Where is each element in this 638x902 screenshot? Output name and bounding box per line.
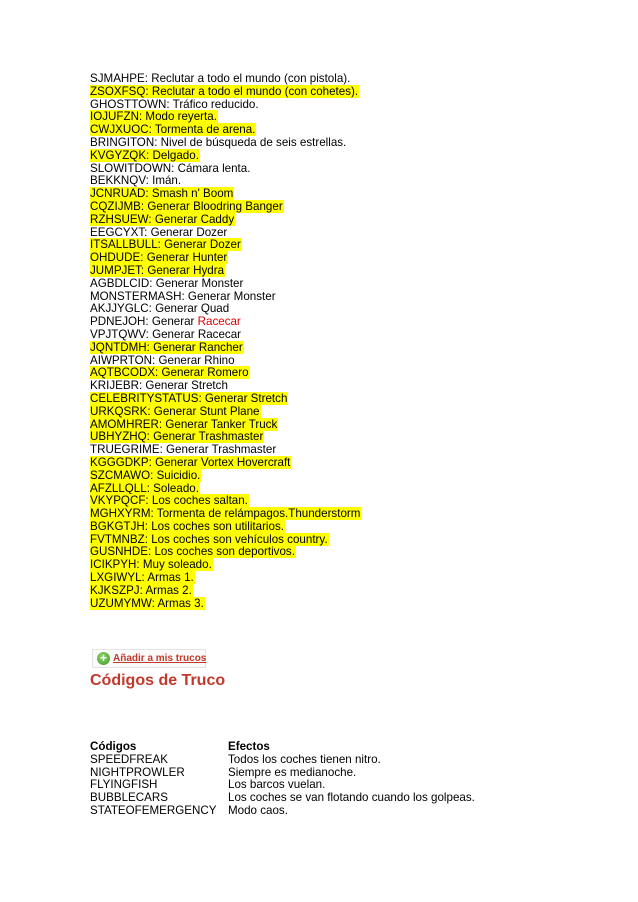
cheat-effect: Soleado. bbox=[153, 481, 199, 495]
cheat-code: CWJXUOC: bbox=[90, 123, 152, 137]
cheat-code: BEKKNQV: bbox=[90, 174, 149, 188]
cheat-code: IOJUFZN: bbox=[90, 110, 143, 124]
cheat-code: SJMAHPE: bbox=[90, 72, 148, 85]
cheat-code: LXGIWYL: bbox=[90, 571, 145, 585]
cheat-code: KJKSZPJ: bbox=[90, 583, 143, 597]
cheat-code: FVTMNBZ: bbox=[90, 532, 148, 546]
cheat-text bbox=[90, 149, 200, 162]
cheat-effect: Armas 2. bbox=[145, 583, 192, 597]
cheat-code: BGKGTJH: bbox=[90, 519, 148, 533]
plus-circle-icon: + bbox=[97, 652, 110, 665]
cheat-effect: Suicidio. bbox=[156, 468, 201, 482]
cheat-effect: Generar Monster bbox=[187, 289, 276, 303]
header-effects: Efectos bbox=[228, 740, 270, 753]
effect-cell: Modo caos. bbox=[228, 803, 288, 817]
cheat-text bbox=[90, 226, 228, 239]
cheat-effect: Generar Rhino bbox=[158, 353, 235, 367]
cheat-code: PDNEJOH: bbox=[90, 315, 149, 329]
cheat-text bbox=[90, 264, 225, 277]
cheat-code: CQZIJMB: bbox=[90, 199, 145, 213]
cheat-text bbox=[90, 213, 235, 226]
cheat-text bbox=[90, 533, 329, 546]
cheat-text bbox=[90, 558, 213, 571]
cheat-effect: Generar Stunt Plane bbox=[153, 404, 260, 418]
cheat-code: URKQSRK: bbox=[90, 404, 151, 418]
cheat-text bbox=[90, 315, 242, 328]
cheat-effect: Generar Bloodring Banger bbox=[147, 199, 283, 213]
cheat-code: AIWPRTON: bbox=[90, 353, 156, 367]
cheat-code: VPJTQWV: bbox=[90, 327, 149, 341]
cheat-effect: Tráfico reducido. bbox=[172, 97, 259, 111]
cheat-text bbox=[90, 545, 296, 558]
code-cell: BUBBLECARS bbox=[90, 791, 168, 805]
cheat-text bbox=[90, 571, 195, 584]
cheat-code: RZHSUEW: bbox=[90, 212, 152, 226]
cheat-text bbox=[90, 110, 218, 123]
cheat-effect: Muy soleado. bbox=[142, 558, 212, 572]
cheat-text bbox=[90, 507, 361, 520]
cheat-line bbox=[90, 598, 590, 611]
cheat-code: MONSTERMASH: bbox=[90, 289, 185, 303]
cheat-text bbox=[90, 392, 288, 405]
code-cell: STATEOFEMERGENCY bbox=[90, 803, 217, 817]
cheat-effect: Generar Stretch bbox=[145, 379, 228, 393]
cheat-text bbox=[90, 200, 284, 213]
cheat-code: AKJJYGLC: bbox=[90, 302, 152, 316]
cheat-effect: Los coches son deportivos. bbox=[154, 545, 295, 559]
cheat-text bbox=[90, 251, 228, 264]
cheat-effect: Cámara lenta. bbox=[177, 161, 251, 175]
cheat-text bbox=[90, 405, 261, 418]
code-cell: NIGHTPROWLER bbox=[90, 765, 185, 779]
effect-cell: Los barcos vuelan. bbox=[228, 778, 326, 792]
cheat-text bbox=[90, 98, 260, 111]
cheat-code: BRINGITON: bbox=[90, 135, 158, 149]
cheat-code: GHOSTTOWN: bbox=[90, 97, 170, 111]
cheat-text bbox=[90, 277, 244, 290]
cheat-text bbox=[90, 520, 285, 533]
cheat-effect: Los coches saltan. bbox=[151, 494, 248, 508]
cheat-text bbox=[90, 187, 234, 200]
cheat-text bbox=[90, 469, 201, 482]
cheat-code: KRIJEBR: bbox=[90, 379, 143, 393]
cheat-effect: Los coches son vehículos country. bbox=[151, 532, 328, 546]
cheat-code: EEGCYXT: bbox=[90, 225, 148, 239]
cheat-effect: Generar Tanker Truck bbox=[165, 417, 278, 431]
cheat-effect: Generar Quad bbox=[155, 302, 230, 316]
cheat-effect: Generar Trashmaster bbox=[166, 443, 277, 457]
cheat-effect: Generar Rancher bbox=[153, 340, 243, 354]
cheat-text bbox=[90, 366, 250, 379]
cheat-code: ZSOXFSQ: bbox=[90, 84, 149, 98]
cheat-effect: Generar Vortex Hovercraft bbox=[155, 455, 291, 469]
cheat-code: UBHYZHQ: bbox=[90, 430, 150, 444]
cheat-code: AMOMHRER: bbox=[90, 417, 163, 431]
cheat-code: AFZLLQLL: bbox=[90, 481, 150, 495]
cheat-effect: Los coches son utilitarios. bbox=[151, 519, 284, 533]
cheat-text bbox=[90, 302, 230, 315]
cheat-effect: Generar Trashmaster bbox=[153, 430, 264, 444]
cheat-effect: Generar Romero bbox=[161, 366, 249, 380]
effect-cell: Siempre es medianoche. bbox=[228, 765, 357, 779]
cheat-effect: Armas 3. bbox=[157, 596, 204, 610]
cheat-text bbox=[90, 162, 251, 175]
cheat-list bbox=[90, 73, 590, 610]
cheat-text bbox=[90, 443, 277, 456]
cheat-code: CELEBRITYSTATUS: bbox=[90, 391, 202, 405]
cheat-text bbox=[90, 430, 264, 443]
cheat-effect: Tormenta de relámpagos.Thunderstorm bbox=[156, 507, 361, 521]
cheat-code: KGGGDKP: bbox=[90, 455, 152, 469]
cheat-effect: Reclutar a todo el mundo (con cohetes). bbox=[151, 84, 359, 98]
cheat-code: AGBDLCID: bbox=[90, 276, 153, 290]
cheat-effect: Generar bbox=[151, 315, 198, 329]
cheat-text bbox=[90, 85, 359, 98]
cheat-effect: Delgado. bbox=[152, 148, 199, 162]
cheat-text bbox=[90, 597, 205, 610]
cheat-effect: Smash n' Boom bbox=[151, 187, 234, 201]
cheat-text bbox=[90, 328, 242, 341]
cheat-code: JCNRUAD: bbox=[90, 187, 149, 201]
cheat-text bbox=[90, 238, 242, 251]
cheat-effect: Generar Dozer bbox=[164, 238, 241, 252]
cheat-effect: Imán. bbox=[152, 174, 182, 188]
cheat-effect: Reclutar a todo el mundo (con pistola). bbox=[151, 72, 351, 85]
section-title: Códigos de Truco bbox=[90, 672, 226, 689]
cheat-code: JQNTDMH: bbox=[90, 340, 150, 354]
cheat-text bbox=[90, 174, 182, 187]
add-to-my-cheats-label[interactable]: Añadir a mis trucos bbox=[113, 653, 207, 664]
cheat-code: TRUEGRIME: bbox=[90, 443, 163, 457]
cheat-text bbox=[90, 354, 236, 367]
cheat-effect-highlighted-word: Racecar bbox=[197, 315, 241, 329]
cheat-effect: Generar Racecar bbox=[152, 327, 242, 341]
cheat-effect: Generar Caddy bbox=[154, 212, 235, 226]
effect-cell: Todos los coches tienen nitro. bbox=[228, 752, 381, 766]
cheat-code: AQTBCODX: bbox=[90, 366, 159, 380]
cheat-effect: Generar Hunter bbox=[146, 251, 228, 265]
cheat-effect: Generar Dozer bbox=[150, 225, 228, 239]
cheat-text bbox=[90, 494, 249, 507]
cheat-text bbox=[90, 418, 278, 431]
cheat-text bbox=[90, 584, 193, 597]
cheat-text bbox=[90, 456, 291, 469]
cheat-code: ICIKPYH: bbox=[90, 558, 140, 572]
cheat-code: ITSALLBULL: bbox=[90, 238, 161, 252]
cheat-code: OHDUDE: bbox=[90, 251, 144, 265]
cheat-effect: Generar Monster bbox=[155, 276, 244, 290]
cheat-code: JUMPJET: bbox=[90, 263, 145, 277]
cheat-effect: Armas 1. bbox=[147, 571, 194, 585]
cheat-code: GUSNHDE: bbox=[90, 545, 152, 559]
cheat-code: SZCMAWO: bbox=[90, 468, 154, 482]
cheat-text bbox=[90, 136, 347, 149]
cheat-code: VKYPQCF: bbox=[90, 494, 149, 508]
cheat-text bbox=[90, 379, 229, 392]
cheat-effect: Nivel de búsqueda de seis estrellas. bbox=[160, 135, 347, 149]
cheat-code: SLOWITDOWN: bbox=[90, 161, 175, 175]
cheat-effect: Modo reyerta. bbox=[145, 110, 217, 124]
cheat-text bbox=[90, 290, 277, 303]
add-to-my-cheats-button[interactable] bbox=[92, 649, 206, 668]
header-codes: Códigos bbox=[90, 740, 137, 753]
code-cell: SPEEDFREAK bbox=[90, 752, 168, 766]
cheat-text bbox=[90, 482, 200, 495]
cheat-text bbox=[90, 123, 256, 136]
effect-cell: Los coches se van flotando cuando los golpeas. bbox=[228, 791, 475, 805]
cheat-code: MGHXYRM: bbox=[90, 507, 154, 521]
cheat-effect: Tormenta de arena. bbox=[154, 123, 256, 137]
cheat-effect: Generar Hydra bbox=[147, 263, 225, 277]
cheat-code: UZUMYMW: bbox=[90, 596, 155, 610]
cheat-text bbox=[90, 72, 351, 85]
cheat-text bbox=[90, 341, 244, 354]
code-cell: FLYINGFISH bbox=[90, 778, 158, 792]
cheat-effect: Generar Stretch bbox=[204, 391, 288, 405]
cheat-code: KVGYZQK: bbox=[90, 148, 150, 162]
